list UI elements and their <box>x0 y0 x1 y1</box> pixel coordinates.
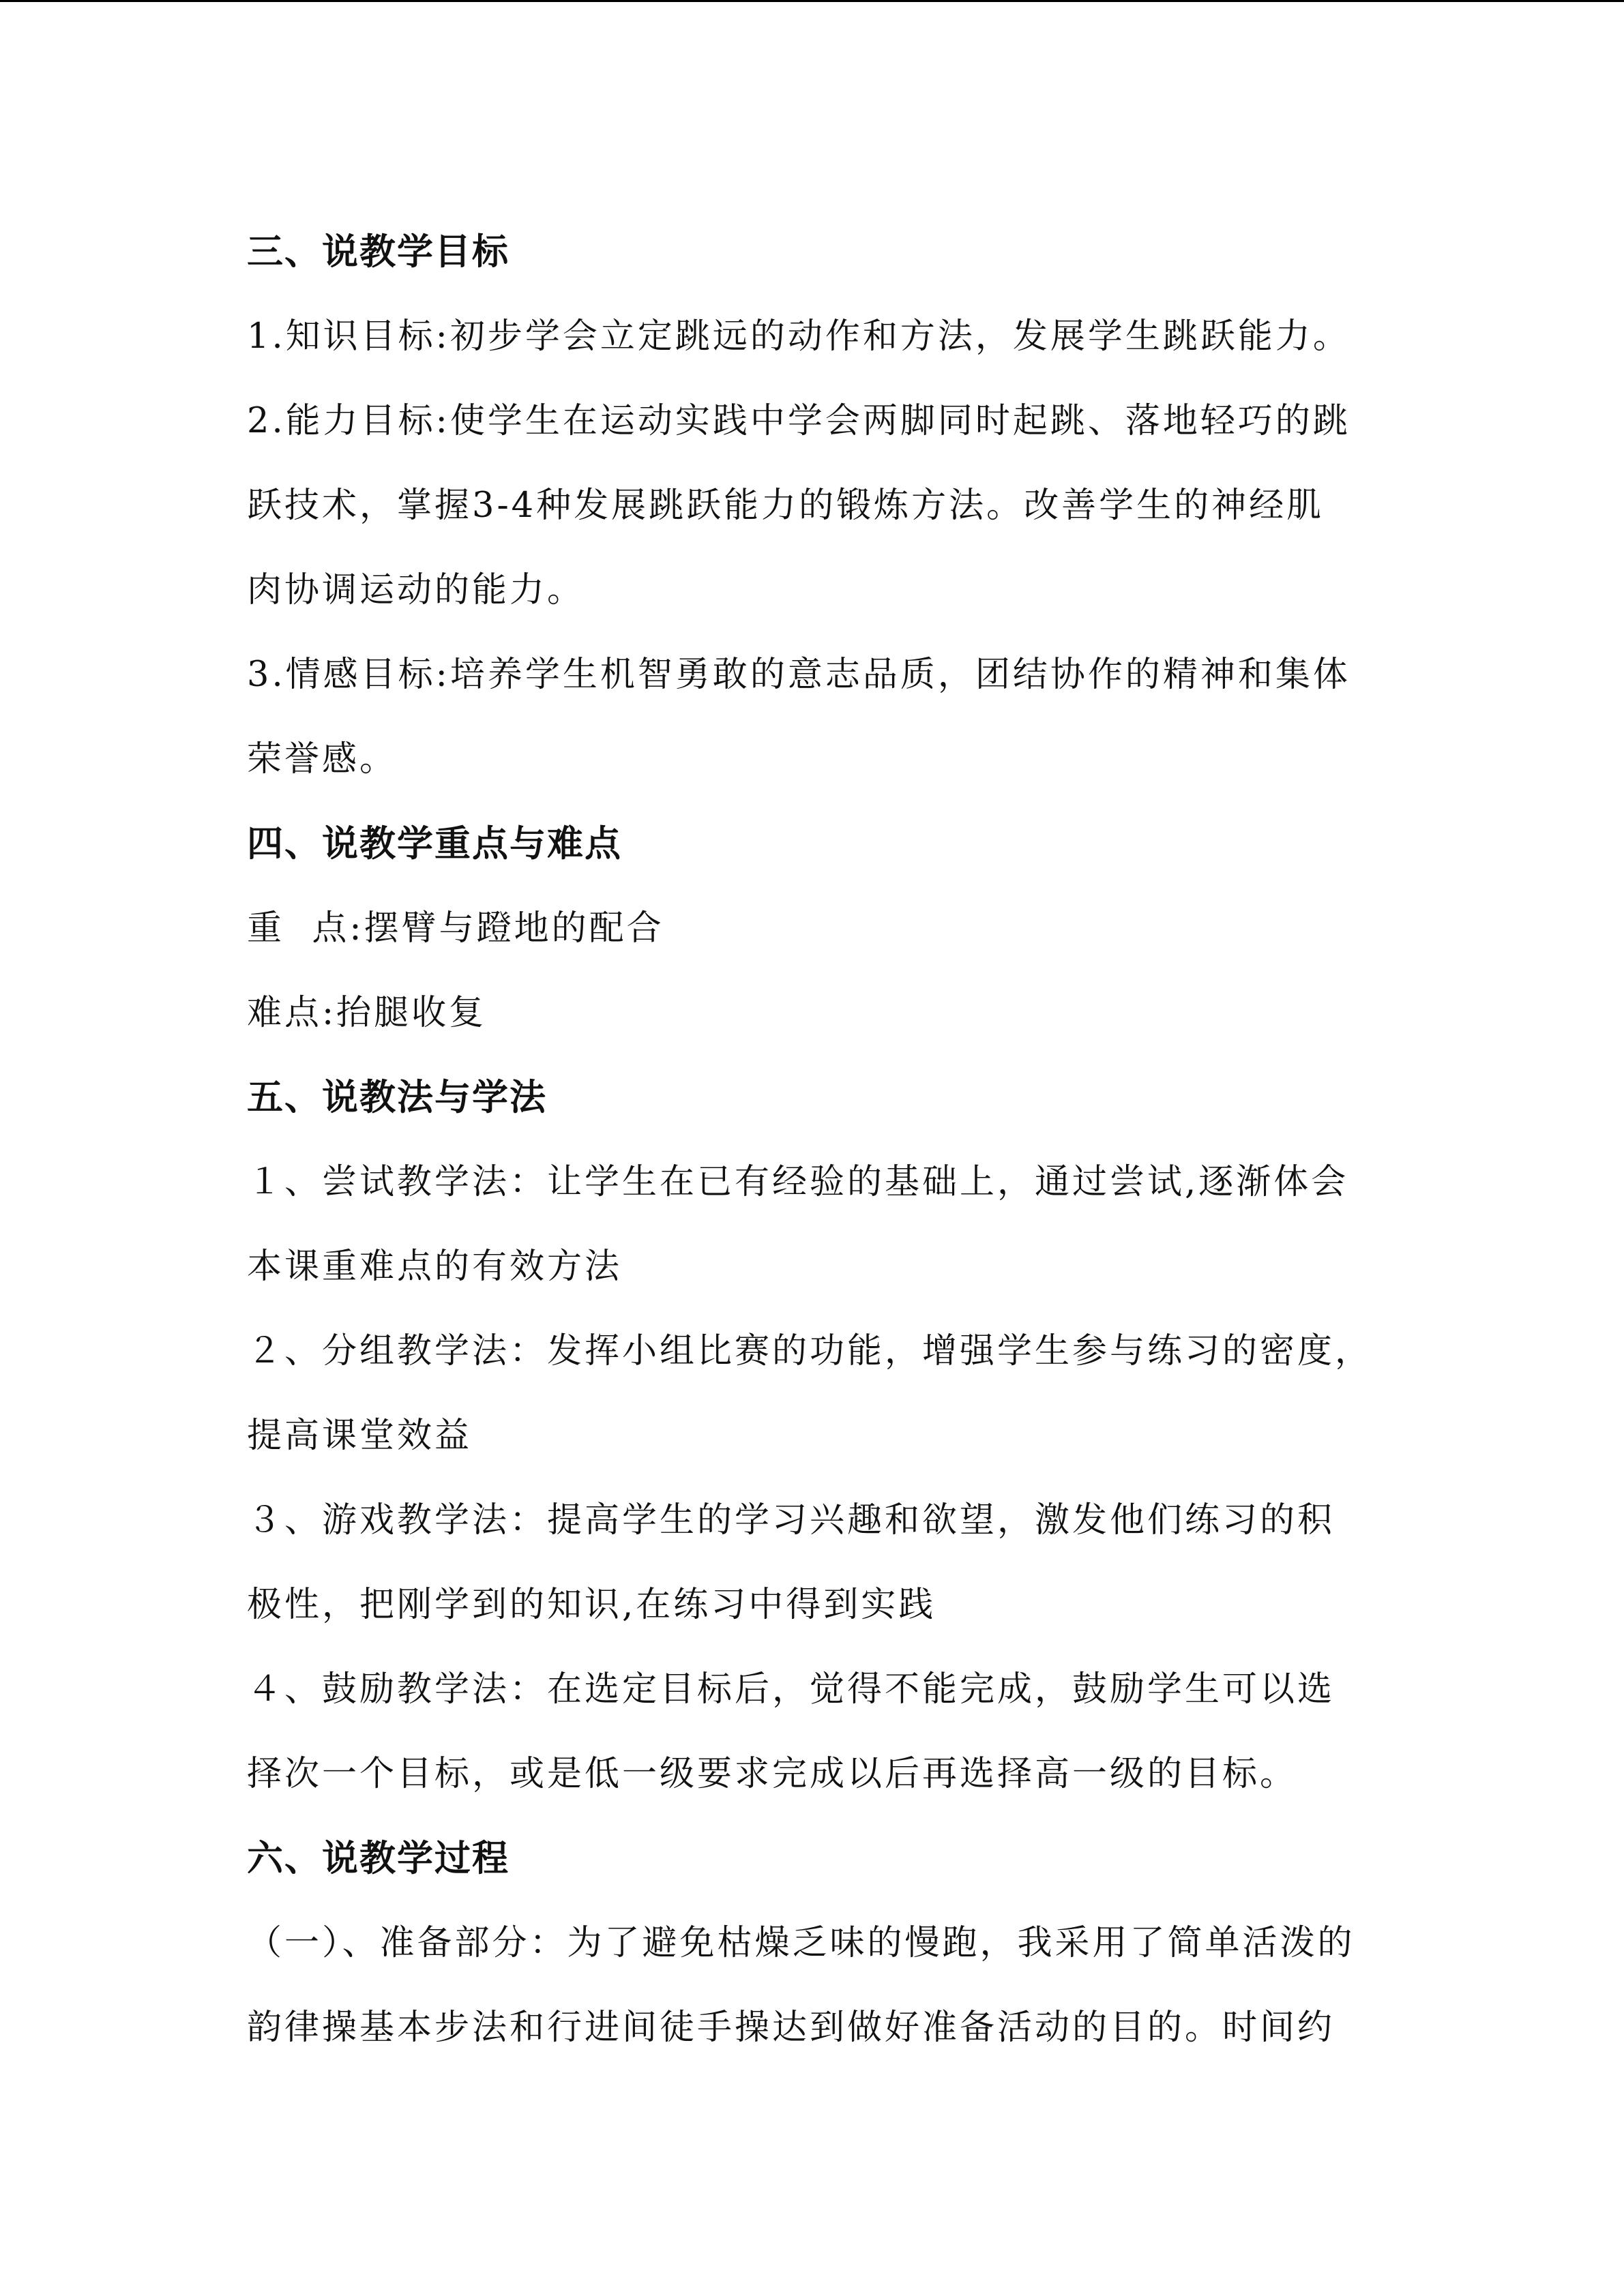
text-line: 韵律操基本步法和行进间徒手操达到做好准备活动的目的。时间约 <box>247 2008 1335 2048</box>
paragraph-method-group <box>247 1309 1379 1478</box>
text-line: 极性，把刚学到的知识,在练习中得到实践 <box>247 1585 936 1625</box>
paragraph-method-trial <box>247 1140 1379 1309</box>
text-line: 2.能力目标:使学生在运动实践中学会两脚同时起跳、落地轻巧的跳 <box>247 401 1350 441</box>
text-line: 跃技术，掌握3-4种发展跳跃能力的锻炼方法。改善学生的神经肌 <box>247 486 1325 526</box>
text-line: １、尝试教学法：让学生在已有经验的基础上，通过尝试,逐渐体会 <box>247 1162 1349 1202</box>
paragraph-difficulty <box>247 971 1379 1056</box>
paragraph-method-game <box>247 1478 1379 1648</box>
paragraph-knowledge-goal <box>247 295 1379 379</box>
text-line: 肉协调运动的能力。 <box>247 570 585 610</box>
text-line: ４、鼓励教学法：在选定目标后，觉得不能完成，鼓励学生可以选 <box>247 1669 1335 1710</box>
text-line: 本课重难点的有效方法 <box>247 1247 623 1287</box>
paragraph-ability-goal <box>247 379 1379 633</box>
section-heading-teaching-process: 六、说教学过程 <box>247 1838 510 1879</box>
text-line: 提高课堂效益 <box>247 1416 473 1456</box>
text-line: 难点:抬腿收复 <box>247 993 487 1033</box>
section-heading-key-points: 四、说教学重点与难点 <box>247 823 622 865</box>
paragraph-method-encourage <box>247 1648 1379 1817</box>
text-line: ３、游戏教学法：提高学生的学习兴趣和欲望，激发他们练习的积 <box>247 1500 1335 1540</box>
text-line: 3.情感目标:培养学生机智勇敢的意志品质，团结协作的精神和集体 <box>247 655 1350 695</box>
paragraph-key-point <box>247 886 1379 971</box>
text-line: 重 点:摆臂与蹬地的配合 <box>247 908 664 949</box>
text-line: 荣誉感。 <box>247 739 398 779</box>
text-line: 1.知识目标:初步学会立定跳远的动作和方法，发展学生跳跃能力。 <box>247 316 1350 357</box>
text-line: （一）、准备部分：为了避免枯燥乏味的慢跑，我采用了简单活泼的 <box>247 1923 1355 1963</box>
document-body <box>247 210 1379 2070</box>
paragraph-emotion-goal <box>247 633 1379 802</box>
paragraph-preparation <box>247 1901 1379 2070</box>
section-heading-teaching-goals: 三、说教学目标 <box>247 231 510 273</box>
section-heading-methods: 五、说教法与学法 <box>247 1077 547 1118</box>
text-line: ２、分组教学法：发挥小组比赛的功能，增强学生参与练习的密度， <box>247 1331 1373 1371</box>
text-line: 择次一个目标，或是低一级要求完成以后再选择高一级的目标。 <box>247 1754 1298 1794</box>
